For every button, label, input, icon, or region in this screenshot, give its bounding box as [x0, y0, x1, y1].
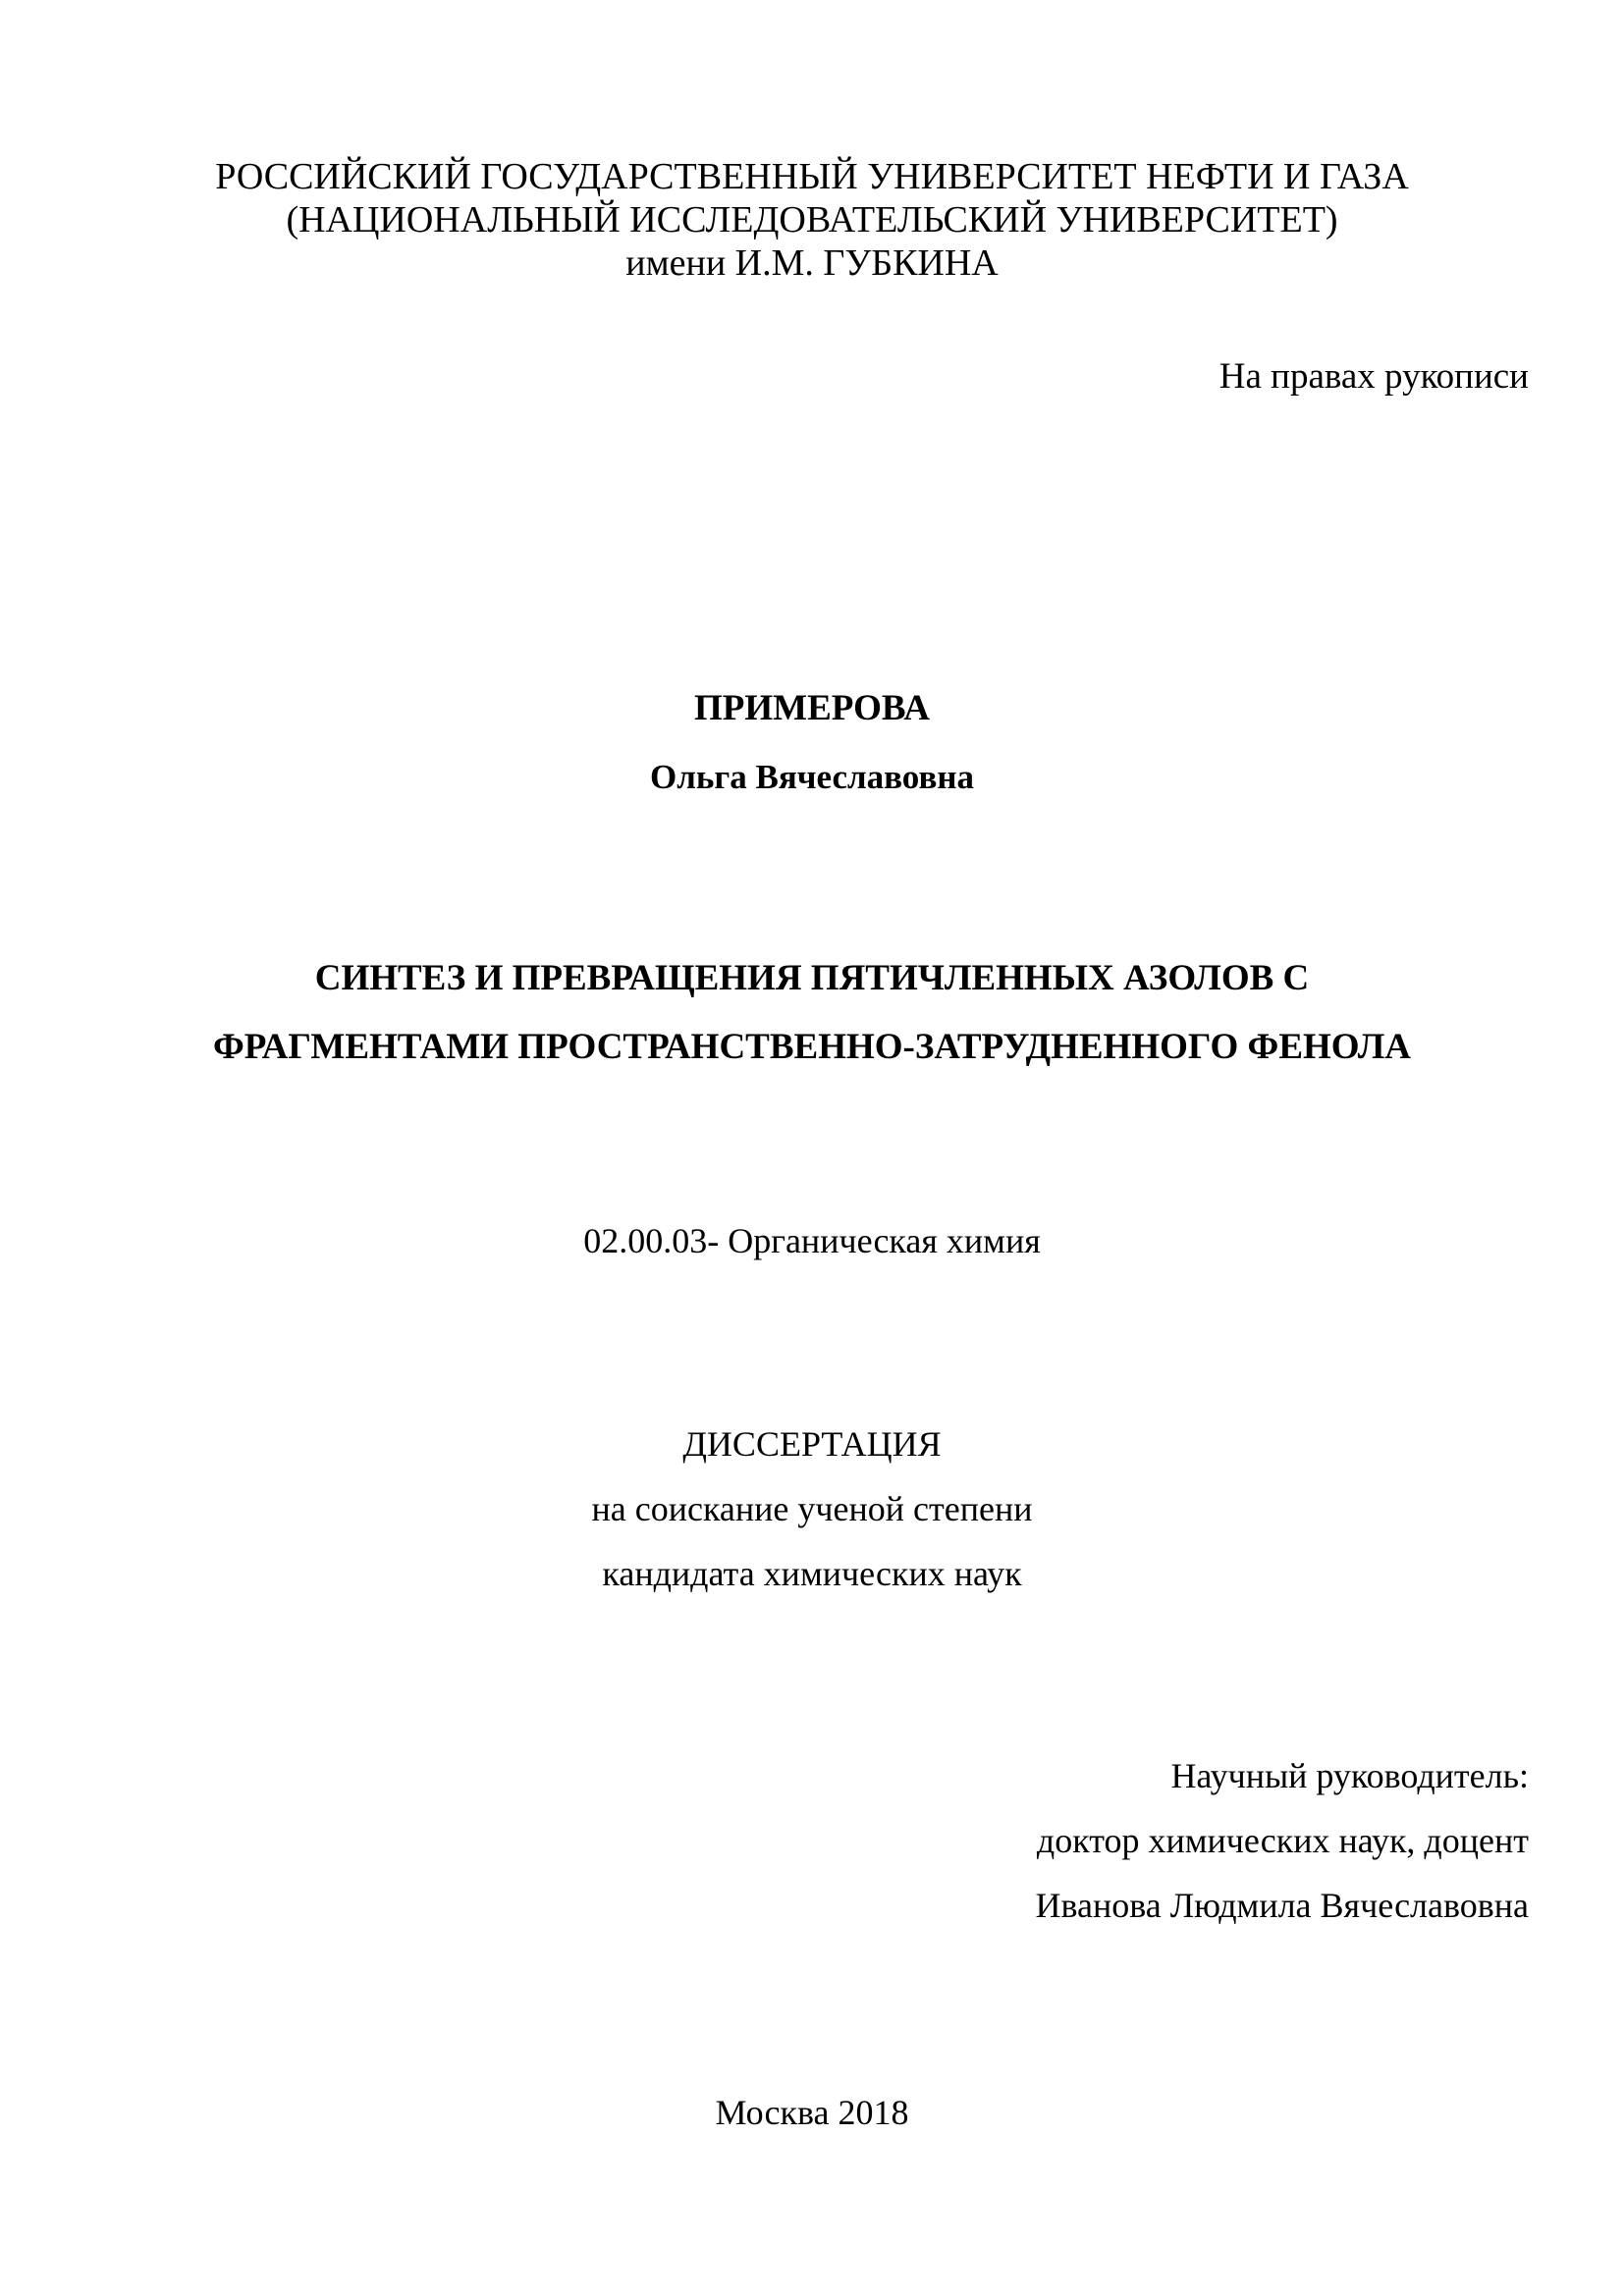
document-type: ДИССЕРТАЦИЯ	[682, 1424, 942, 1464]
supervisor-degree: доктор химических наук, доцент	[1036, 1821, 1529, 1860]
supervisor-label: Научный руководитель:	[1170, 1756, 1529, 1795]
university-name-line: РОССИЙСКИЙ ГОСУДАРСТВЕННЫЙ УНИВЕРСИТЕТ НЕФТИ И ГАЗА	[215, 156, 1409, 197]
supervisor-name: Иванова Людмила Вячеславовна	[1035, 1886, 1529, 1925]
thesis-title	[0, 944, 1624, 1082]
thesis-title-line: СИНТЕЗ И ПРЕВРАЩЕНИЯ ПЯТИЧЛЕННЫХ АЗОЛОВ С	[314, 958, 1310, 998]
degree-statement	[0, 1412, 1624, 1606]
supervisor-block	[1035, 1743, 1529, 1938]
specialty-code: 02.00.03- Органическая химия	[583, 1221, 1041, 1260]
degree-name: кандидата химических наук	[602, 1554, 1022, 1593]
author-surname: ПРИМЕРОВА	[694, 688, 930, 728]
university-honorific-line: имени И.М. ГУБКИНА	[625, 242, 999, 284]
city-year: Москва 2018	[715, 2093, 909, 2132]
university-header	[0, 155, 1624, 285]
author-given-names: Ольга Вячеславовна	[649, 758, 975, 796]
degree-purpose: на соискание ученой степени	[591, 1489, 1033, 1528]
university-status-line: (НАЦИОНАЛЬНЫЙ ИССЛЕДОВАТЕЛЬСКИЙ УНИВЕРСИТЕТ)	[286, 199, 1338, 240]
manuscript-note: На правах рукописи	[1218, 356, 1529, 397]
thesis-title-line: ФРАГМЕНТАМИ ПРОСТРАНСТВЕННО-ЗАТРУДНЕННОГО ФЕНОЛА	[212, 1027, 1412, 1067]
